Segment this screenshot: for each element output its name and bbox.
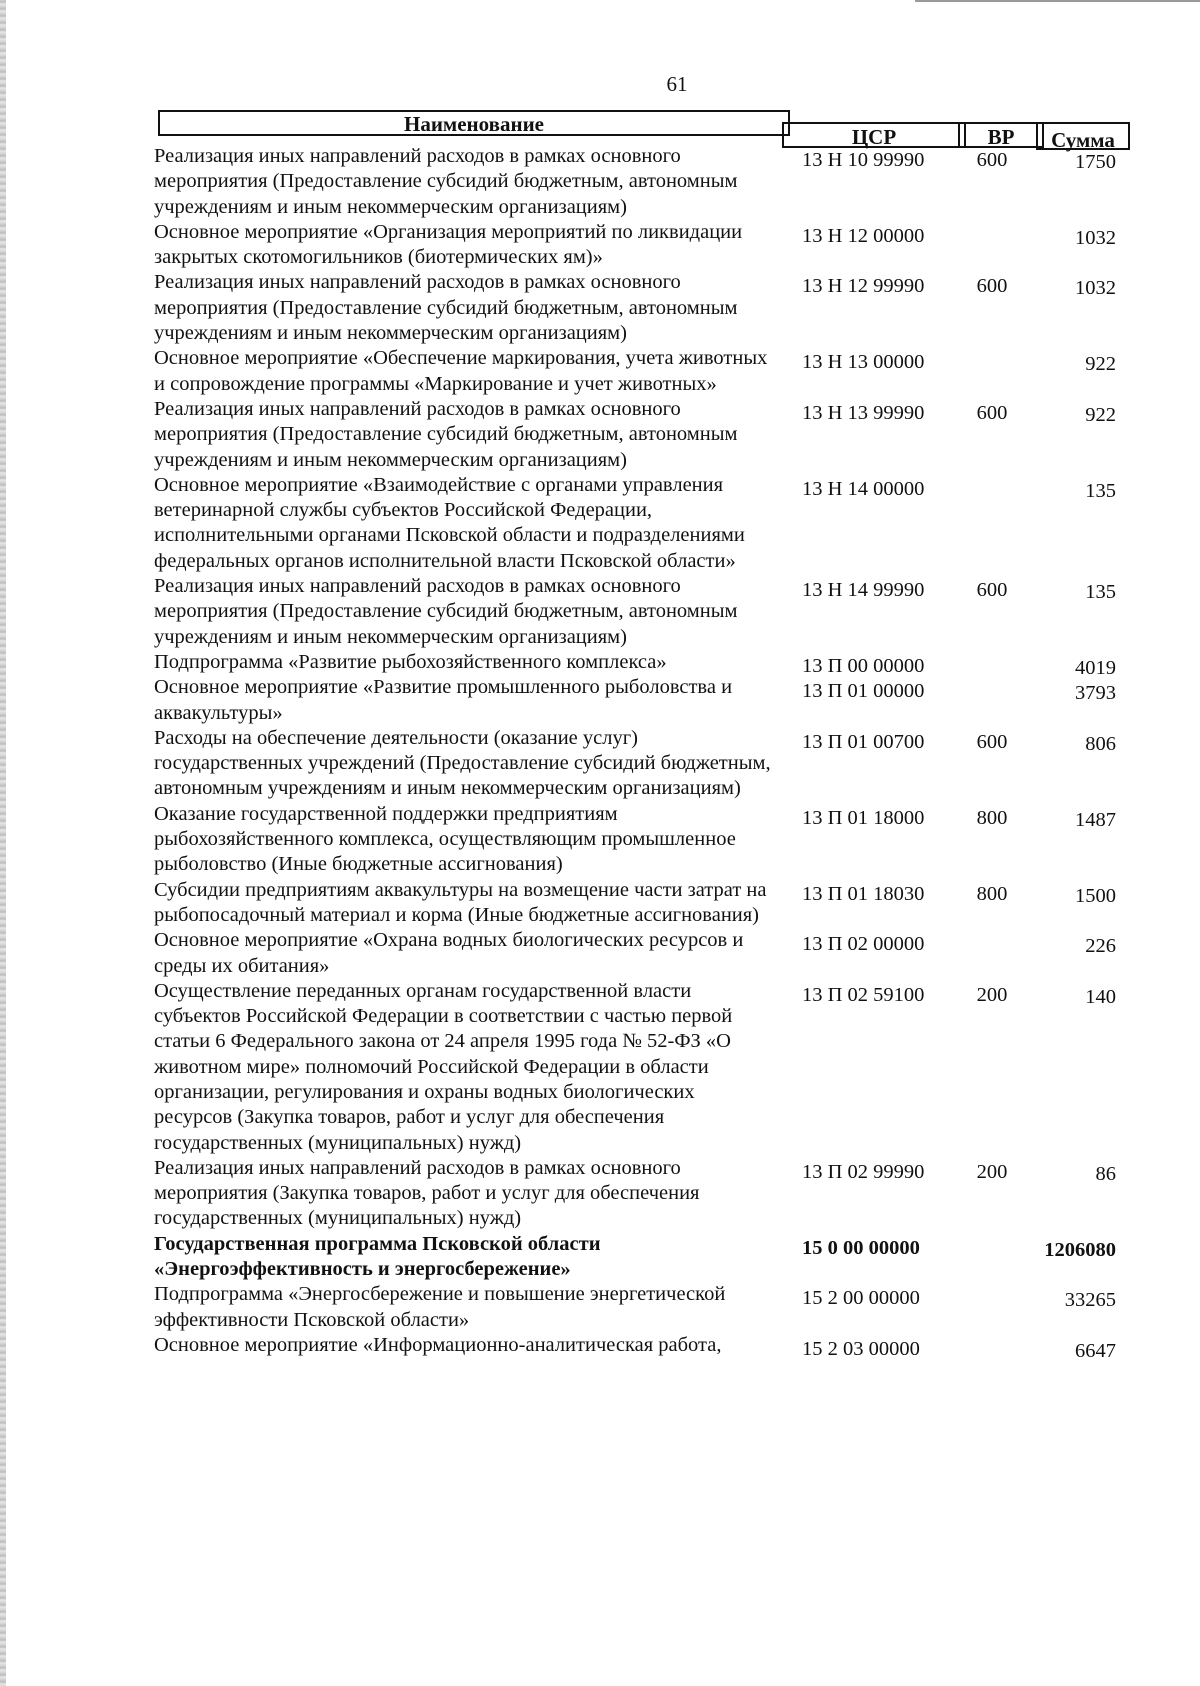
row-csr: 13 Н 12 00000	[802, 224, 925, 247]
row-csr: 15 2 00 00000	[802, 1287, 920, 1310]
row-vr: 200	[976, 1160, 1008, 1183]
header-sum: Сумма	[1036, 122, 1130, 150]
table-body	[154, 144, 1130, 1362]
row-vr: 600	[976, 149, 1008, 171]
row-name: Реализация иных направлений расходов в рамках основного мероприятия (Закупка товаров, работ и услуг для обеспечения государственных (муниципальных) нужд)	[154, 1156, 700, 1230]
page-number: 61	[666, 72, 688, 96]
row-vr	[962, 346, 1022, 350]
table-row	[154, 675, 1130, 726]
row-csr: 13 П 01 00700	[802, 730, 925, 753]
row-sum: 86	[1095, 1162, 1116, 1185]
row-csr: 13 Н 13 00000	[802, 351, 925, 374]
row-sum: 1487	[1075, 808, 1116, 831]
row-vr	[962, 675, 1022, 679]
row-vr: 800	[976, 882, 1008, 905]
budget-table	[154, 110, 1130, 1362]
row-sum: 1750	[1075, 151, 1116, 173]
row-csr: 13 П 01 00000	[802, 680, 925, 703]
row-vr: 200	[976, 983, 1008, 1006]
row-csr: 13 Н 12 99990	[802, 275, 925, 298]
row-sum: 922	[1085, 353, 1116, 376]
row-vr: 600	[976, 579, 1008, 602]
row-vr	[962, 1232, 1022, 1236]
row-csr: 13 Н 14 99990	[802, 579, 925, 602]
table-row	[154, 346, 1130, 397]
row-sum: 3793	[1075, 682, 1116, 705]
row-sum: 1032	[1075, 226, 1116, 249]
row-csr: 13 Н 13 99990	[802, 401, 925, 424]
scan-edge-top	[915, 0, 1200, 2]
row-vr: 600	[976, 401, 1008, 424]
row-sum: 135	[1085, 479, 1116, 502]
table-row	[154, 1282, 1130, 1333]
row-sum: 1206080	[1044, 1238, 1116, 1261]
row-csr: 13 Н 10 99990	[802, 149, 925, 171]
row-name: Реализация иных направлений расходов в рамках основного мероприятия (Предоставление субсидий бюджетным, автономным учреждениям и иным некоммерческим организациям)	[154, 145, 738, 218]
row-sum: 226	[1085, 935, 1116, 958]
row-name: Основное мероприятие «Обеспечение маркирования, учета животных и сопровождение программы «Маркирование и учет животных»	[154, 347, 768, 395]
table-row	[154, 928, 1130, 979]
row-vr	[962, 220, 1022, 224]
row-name: Осуществление переданных органам государственной власти субъектов Российской Федерации в соответствии с частью первой статьи 6 Федерального закона от 24 апреля 1995 года № 52-ФЗ «О животном мире» полномочий Российской Федерации в области организации, регулирования и охраны водных биологических ресурсов (Закупка товаров, работ и услуг для обеспечения государственных (муниципальных) нужд)	[154, 979, 733, 1154]
row-csr: 13 П 00 00000	[802, 654, 925, 677]
row-vr	[962, 1282, 1022, 1286]
row-name: Основное мероприятие «Информационно-аналитическая работа,	[154, 1333, 722, 1356]
table-row	[154, 574, 1130, 650]
row-sum: 33265	[1064, 1289, 1116, 1312]
row-vr	[962, 650, 1022, 654]
row-vr	[962, 1333, 1022, 1337]
row-name: Субсидии предприятиям аквакультуры на возмещение части затрат на рыбопосадочный материал и корма (Иные бюджетные ассигнования)	[154, 878, 767, 926]
row-vr: 800	[976, 806, 1008, 829]
row-sum: 1032	[1075, 277, 1116, 300]
table-row	[154, 397, 1130, 473]
row-name: Оказание государственной поддержки предприятиям рыбохозяйственного комплекса, осуществляющим промышленное рыболовство (Иные бюджетные ассигнования)	[154, 802, 736, 876]
row-vr	[962, 473, 1022, 477]
row-sum: 922	[1085, 403, 1116, 426]
row-csr: 13 П 02 00000	[802, 933, 925, 956]
row-name: Расходы на обеспечение деятельности (оказание услуг) государственных учреждений (Предоставление субсидий бюджетным, автономным учреждениям и иным некоммерческим организациям)	[154, 726, 771, 800]
row-name: Государственная программа Псковской области «Энергоэффективность и энергосбережение»	[154, 1232, 601, 1281]
table-row	[154, 1333, 1130, 1362]
row-sum: 6647	[1075, 1339, 1116, 1362]
table-row	[154, 726, 1130, 802]
row-name: Основное мероприятие «Организация мероприятий по ликвидации закрытых скотомогильников (биотермических ям)»	[154, 220, 743, 269]
table-row	[154, 1156, 1130, 1232]
header-name: Наименование	[158, 110, 790, 136]
row-csr: 15 0 00 00000	[802, 1236, 920, 1259]
row-sum: 806	[1085, 732, 1116, 755]
row-vr	[962, 928, 1022, 932]
row-name: Подпрограмма «Энергосбережение и повышение энергетической эффективности Псковской области»	[154, 1283, 726, 1331]
row-name: Реализация иных направлений расходов в рамках основного мероприятия (Предоставление субсидий бюджетным, автономным учреждениям и иным некоммерческим организациям)	[154, 271, 738, 345]
row-sum: 4019	[1075, 656, 1116, 679]
row-name: Подпрограмма «Развитие рыбохозяйственного комплекса»	[154, 650, 667, 673]
table-row	[154, 473, 1130, 574]
row-name: Основное мероприятие «Охрана водных биологических ресурсов и среды их обитания»	[154, 929, 744, 977]
table-row	[154, 270, 1130, 346]
table-row	[154, 1232, 1130, 1283]
row-csr: 13 П 02 59100	[802, 983, 925, 1006]
table-row	[154, 878, 1130, 929]
row-vr: 600	[976, 275, 1008, 298]
row-name: Реализация иных направлений расходов в рамках основного мероприятия (Предоставление субсидий бюджетным, автономным учреждениям и иным некоммерческим организациям)	[154, 397, 738, 471]
header-vr: ВР	[958, 122, 1044, 148]
row-name: Основное мероприятие «Взаимодействие с органами управления ветеринарной службы субъектов Российской Федерации, исполнительными органами Псковской области и подразделениями федеральных органов исполнительной власти Псковской области»	[154, 473, 745, 572]
table-row	[154, 650, 1130, 679]
table-row	[154, 144, 1130, 220]
row-name: Основное мероприятие «Развитие промышленного рыболовства и аквакультуры»	[154, 676, 733, 724]
row-csr: 13 П 01 18030	[802, 882, 925, 905]
row-name: Реализация иных направлений расходов в рамках основного мероприятия (Предоставление субсидий бюджетным, автономным учреждениям и иным некоммерческим организациям)	[154, 575, 738, 648]
table-header	[154, 110, 1130, 152]
row-csr: 15 2 03 00000	[802, 1337, 920, 1360]
row-csr: 13 Н 14 00000	[802, 477, 925, 500]
row-sum: 140	[1085, 985, 1116, 1008]
row-sum: 135	[1085, 581, 1116, 604]
row-sum: 1500	[1075, 884, 1116, 907]
row-csr: 13 П 02 99990	[802, 1160, 925, 1183]
table-row	[154, 979, 1130, 1156]
header-csr: ЦСР	[782, 122, 966, 148]
row-csr: 13 П 01 18000	[802, 806, 925, 829]
scan-edge-left	[0, 0, 6, 1686]
row-vr: 600	[976, 730, 1008, 753]
table-row	[154, 220, 1130, 271]
table-row	[154, 802, 1130, 878]
